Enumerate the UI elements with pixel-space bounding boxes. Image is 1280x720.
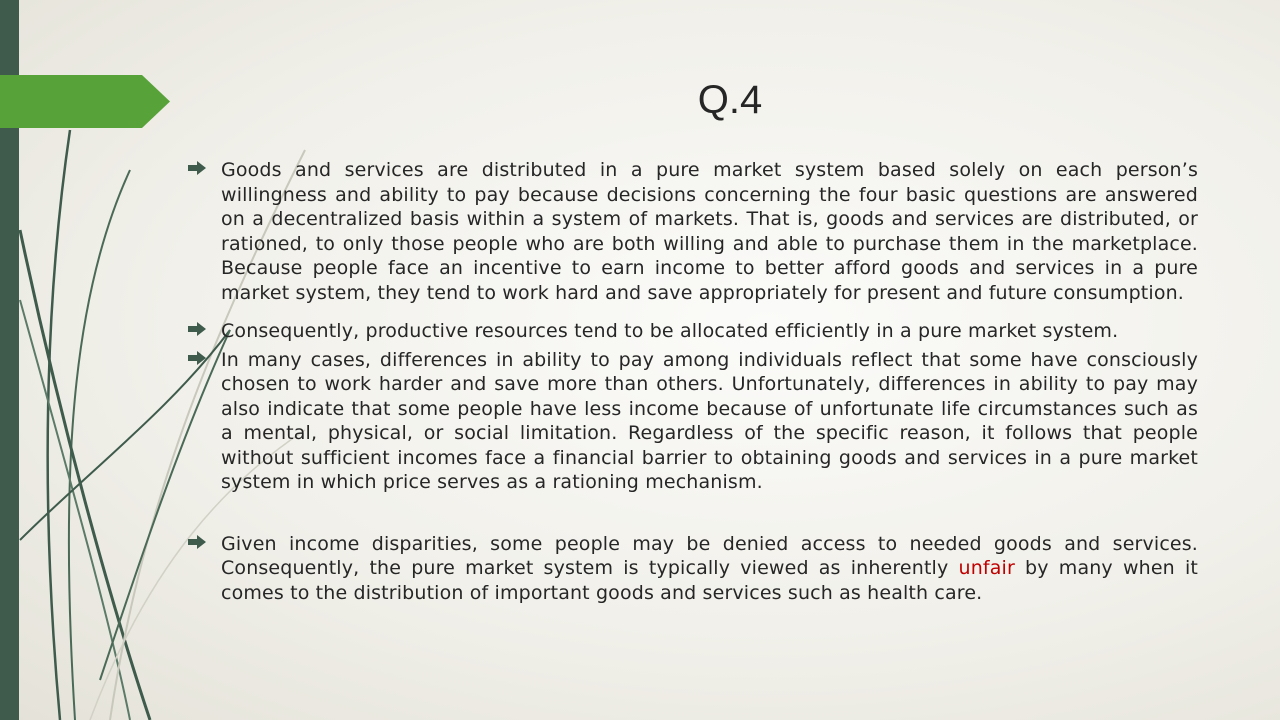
bullet-text-4-before: Given income disparities, some people may be denied access to needed goods and services. Consequently, the pure market system is typically viewed as inherently [221,532,1198,579]
bullet-text-4-after: by many when it comes to the distribution of important goods and services such as health care. [221,557,1199,604]
slide-title: Q.4 [697,78,763,122]
bullet-item-3 [188,348,1198,495]
arrow-right-icon [188,351,206,365]
bullet-list [188,158,1198,605]
highlight-unfair: unfair [958,557,1015,579]
bullet-text-2: Consequently, productive resources tend to be allocated efficiently in a pure market system. [221,320,1119,342]
bullet-text-1: Goods and services are distributed in a pure market system based solely on each person’s willingness and ability to pay because decisions concerning the four basic questions are answered on a decentralized basis within a system of markets. That is, goods and services are distributed, or rationed, to only those people who are both willing and able to purchase them in the marketplace. Because people face an incentive to earn income to better afford goods and services in a pure market system, they tend to work hard and save appropriately for present and future consumption. [221,159,1198,304]
bullet-item-1 [188,158,1198,305]
arrow-right-icon [188,322,206,336]
bullet-item-2 [188,319,1198,344]
bullet-text-3: In many cases, differences in ability to pay among individuals reflect that some have consciously chosen to work harder and save more than others. Unfortunately, differences in ability to pay may also indicate that some people have less income because of unfortunate life circumstances such as a mental, physical, or social limitation. Regardless of the specific reason, it follows that people without sufficient incomes face a financial barrier to obtaining goods and services in a pure market system in which price serves as a rationing mechanism. [221,348,1198,493]
arrow-right-icon [188,535,206,549]
title-tab-shape [0,75,170,128]
arrow-right-icon [188,161,206,175]
bullet-item-4 [188,532,1198,606]
